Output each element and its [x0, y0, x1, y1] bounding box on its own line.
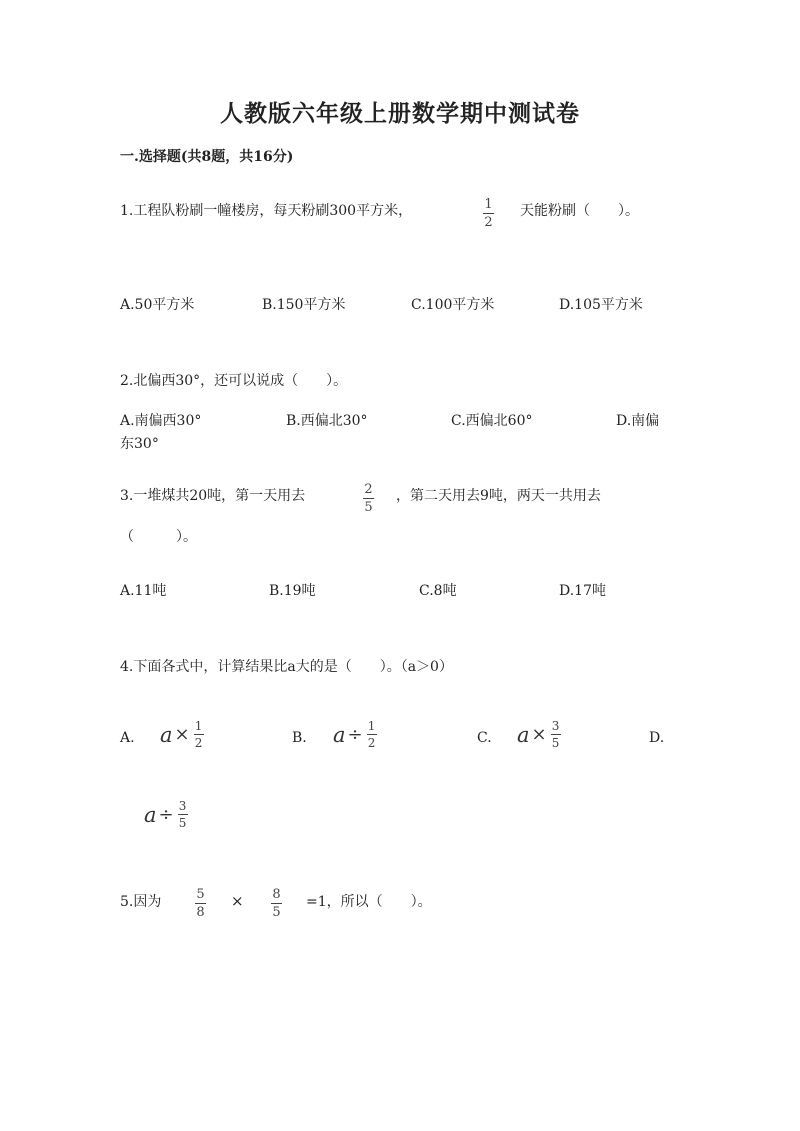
- q2-option-a[interactable]: A.南偏西30°: [120, 413, 202, 429]
- fraction-numerator: 5: [196, 887, 205, 902]
- section-heading: 一.选择题(共8题，共16分): [120, 149, 294, 165]
- q4-option-d-label[interactable]: D.: [649, 730, 665, 746]
- fraction-numerator: 3: [178, 799, 187, 813]
- fraction-bar: [194, 734, 204, 735]
- fraction-numerator: 8: [272, 887, 281, 902]
- q2-option-d[interactable]: D.南偏: [616, 413, 660, 429]
- page-title: 人教版六年级上册数学期中测试卷: [220, 100, 580, 127]
- fraction-denominator: 2: [194, 736, 203, 750]
- q2-option-c[interactable]: C.西偏北60°: [451, 413, 533, 429]
- q4-a-fraction: [194, 720, 204, 749]
- q4-option-c-expression[interactable]: [517, 720, 561, 749]
- q4-b-fraction: [367, 720, 377, 749]
- q5-fraction-2: [271, 888, 282, 919]
- q4-option-d-expression[interactable]: [144, 800, 188, 829]
- q1-fraction: [483, 198, 494, 229]
- divide-operator: ÷: [158, 804, 174, 825]
- fraction-bar: [195, 903, 206, 904]
- times-operator: ×: [531, 724, 547, 745]
- q4-option-a-label[interactable]: A.: [120, 730, 135, 746]
- fraction-denominator: 5: [178, 816, 187, 830]
- q5-stem-start: 5.因为: [120, 894, 162, 910]
- fraction-denominator: 5: [551, 736, 560, 750]
- q3-stem-middle: ，第二天用去9吨，两天一共用去: [396, 488, 601, 504]
- q2-option-b[interactable]: B.西偏北30°: [286, 413, 368, 429]
- q5-stem-end: =1，所以（ ）。: [306, 894, 432, 910]
- fraction-bar: [178, 814, 188, 815]
- q1-option-d[interactable]: D.105平方米: [559, 297, 643, 313]
- q4-stem: 4.下面各式中，计算结果比a大的是（ ）。（a＞0）: [120, 659, 453, 675]
- q1-option-a[interactable]: A.50平方米: [120, 297, 195, 313]
- q3-stem-start: 3.一堆煤共20吨，第一天用去: [120, 488, 306, 504]
- q1-fraction-numerator: 1: [484, 197, 493, 212]
- q1-stem-end: 天能粉刷（ ）。: [520, 203, 639, 219]
- fraction-numerator: 1: [367, 719, 376, 733]
- fraction-bar: [367, 734, 377, 735]
- fraction-bar: [363, 498, 374, 499]
- q3-fraction-denominator: 5: [364, 500, 373, 515]
- q1-stem-start: 1.工程队粉刷一幢楼房，每天粉刷300平方米，: [120, 203, 413, 219]
- fraction-denominator: 2: [367, 736, 376, 750]
- q4-option-b-expression[interactable]: [333, 720, 377, 749]
- divide-operator: ÷: [347, 724, 363, 745]
- q5-times-operator: ×: [231, 892, 244, 910]
- q1-option-b[interactable]: B.150平方米: [262, 297, 346, 313]
- q4-option-b-label[interactable]: B.: [292, 730, 307, 746]
- fraction-numerator: 1: [194, 719, 203, 733]
- q3-option-a[interactable]: A.11吨: [120, 583, 167, 599]
- q4-d-fraction: [178, 800, 188, 829]
- q3-option-d[interactable]: D.17吨: [559, 583, 606, 599]
- q4-option-c-label[interactable]: C.: [477, 730, 492, 746]
- fraction-numerator: 3: [551, 719, 560, 733]
- variable-a: a: [144, 802, 157, 827]
- q3-stem-end: （ ）。: [120, 529, 197, 545]
- fraction-denominator: 8: [196, 905, 205, 920]
- q3-option-c[interactable]: C.8吨: [419, 583, 457, 599]
- q2-stem: 2.北偏西30°，还可以说成（ ）。: [120, 373, 348, 389]
- q2-option-d-wrap: 东30°: [120, 436, 159, 452]
- q3-fraction-numerator: 2: [364, 482, 373, 497]
- q5-fraction-1: [195, 888, 206, 919]
- q4-c-fraction: [551, 720, 561, 749]
- fraction-bar: [483, 213, 494, 214]
- q3-fraction: [363, 483, 374, 514]
- times-operator: ×: [174, 724, 190, 745]
- variable-a: a: [517, 722, 530, 747]
- fraction-bar: [551, 734, 561, 735]
- q1-option-c[interactable]: C.100平方米: [411, 297, 495, 313]
- variable-a: a: [160, 722, 173, 747]
- q3-option-b[interactable]: B.19吨: [269, 583, 316, 599]
- fraction-denominator: 5: [272, 905, 281, 920]
- fraction-bar: [271, 903, 282, 904]
- q1-fraction-denominator: 2: [484, 215, 493, 230]
- variable-a: a: [333, 722, 346, 747]
- q4-option-a-expression[interactable]: [160, 720, 204, 749]
